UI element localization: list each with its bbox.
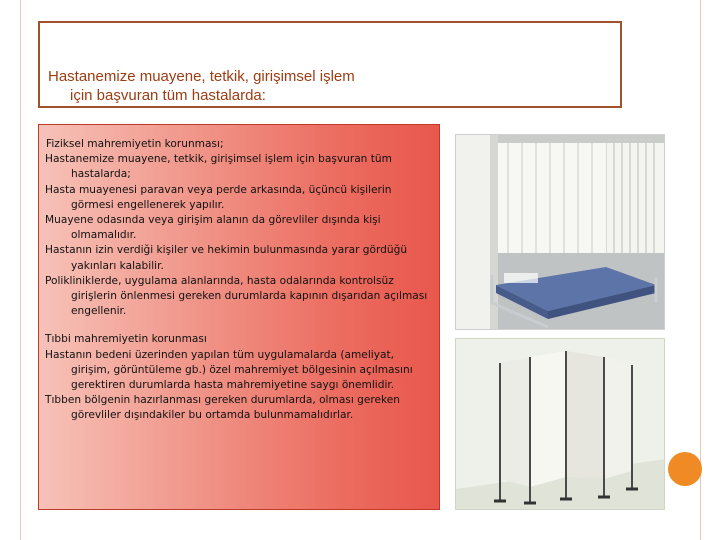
paragraph: Hastanın izin verdiği kişiler ve hekimin bulunmasında yarar gördüğü yakınları kalabilir. <box>45 244 408 272</box>
paragraph: Hastanın bedeni üzerinden yapılan tüm uygulamalarda (ameliyat, girişim, görüntüleme gb.) özel mahremiyet bölgesinin açılmasını gerektiren durumlarda hasta mahremiyetine saygı önemlidir. <box>45 348 413 392</box>
title-line-2: için başvuran tüm hastalarda: <box>70 87 266 104</box>
content-text <box>45 137 433 424</box>
bed-curtain-illustration <box>456 135 665 330</box>
paragraph: Tıbben bölgenin hazırlanması gereken durumlarda, olması gereken görevliler dışındakiler bu ortamda bulunmamalıdırlar. <box>45 394 401 422</box>
decorative-orange-circle <box>668 452 702 486</box>
content-panel <box>38 124 440 510</box>
section-heading-physical: Fiziksel mahremiyetin korunması; <box>46 138 224 150</box>
paragraph: Muayene odasında veya girişim alanın da görevliler dışında kişi olmamalıdır. <box>45 214 381 242</box>
title-line-1: Hastanemize muayene, tetkik, girişimsel işlem <box>48 68 355 85</box>
paragraph: Hasta muayenesi paravan veya perde arkasında, üçüncü kişilerin görmesi engellenerek yapılır. <box>45 183 392 211</box>
right-margin-rule <box>700 0 701 540</box>
paragraph: Polikliniklerde, uygulama alanlarında, hasta odalarında kontrolsüz girişlerin önlenmesi gereken durumlarda kapının dışarıdan açılması engellenir. <box>45 274 428 318</box>
left-margin-rule <box>20 0 21 540</box>
title-box <box>38 21 622 108</box>
section-heading-medical: Tıbbi mahremiyetin korunması <box>45 333 207 346</box>
paragraph: Hastanemize muayene, tetkik, girişimsel işlem için başvuran tüm hastalarda; <box>45 153 392 181</box>
privacy-screen-illustration <box>456 339 665 510</box>
hospital-bed-curtain-photo <box>455 134 665 330</box>
slide-title <box>48 67 608 105</box>
folding-screen-photo <box>455 338 665 510</box>
